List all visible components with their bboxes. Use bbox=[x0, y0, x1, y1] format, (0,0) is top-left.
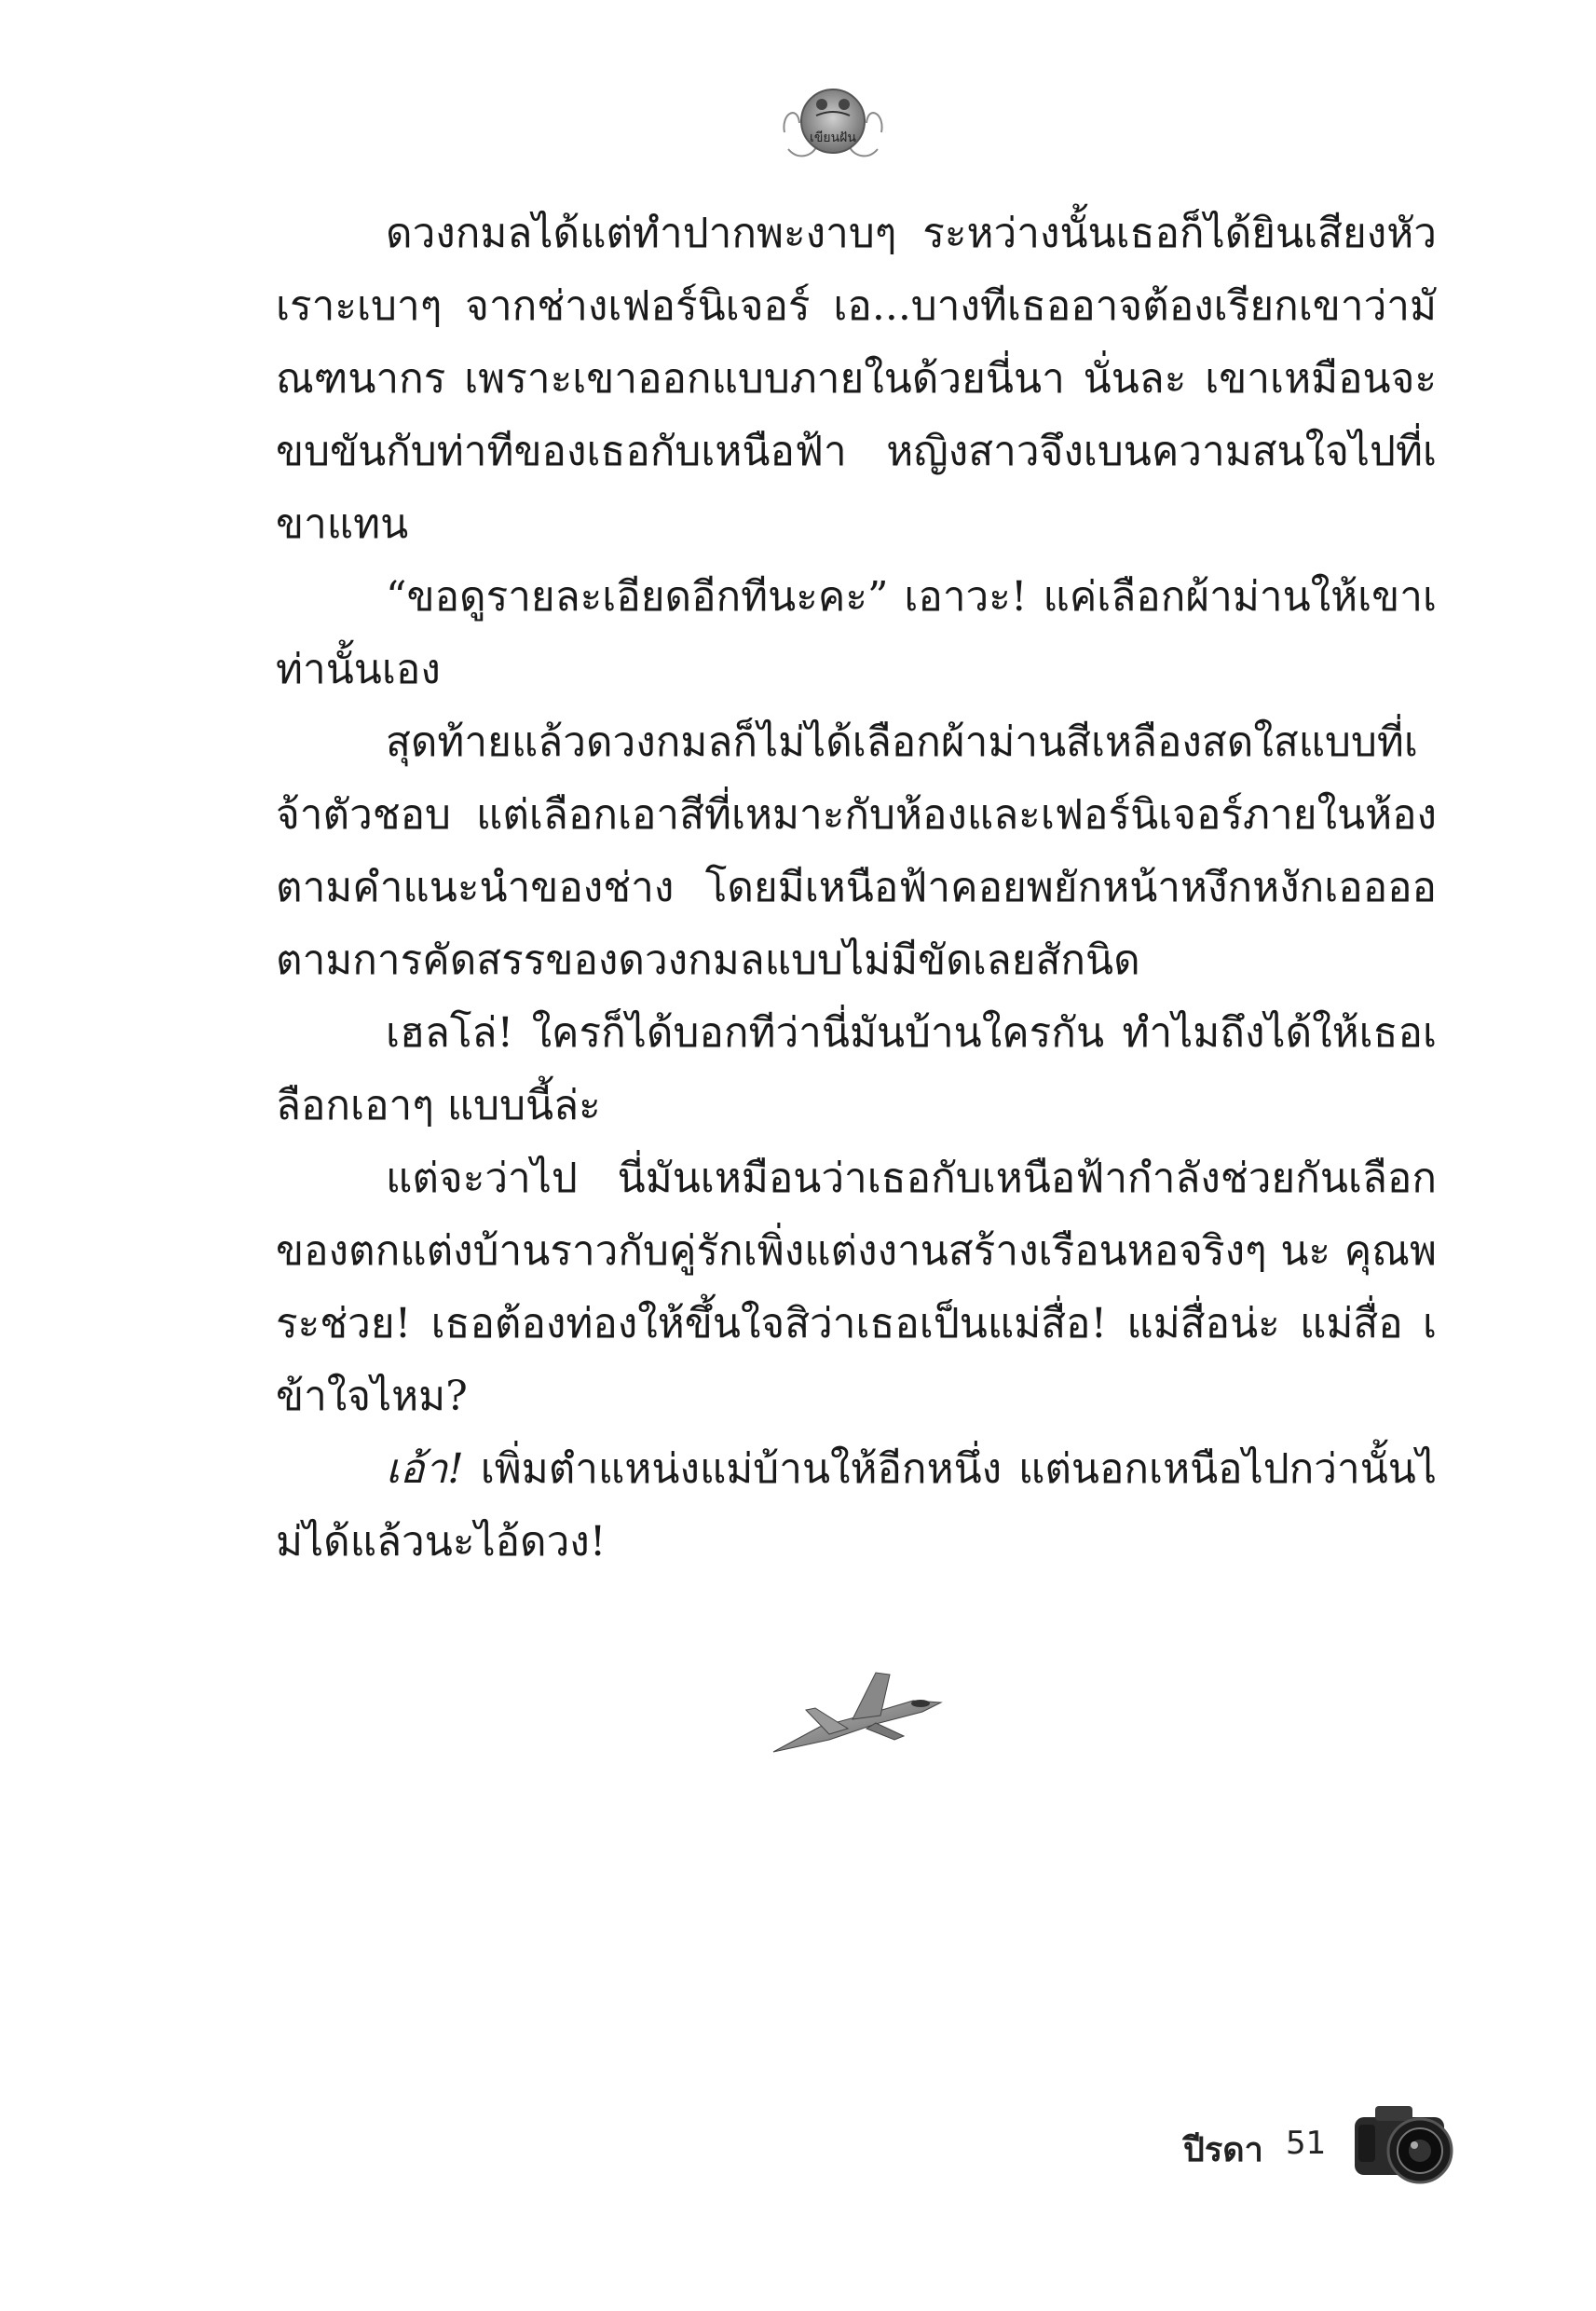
jet-fighter-icon bbox=[764, 1654, 950, 1757]
paragraph-text: เพิ่มตำแหน่งแม่บ้านให้อีกหนึ่ง แต่นอกเหนือไปกว่านั้นไม่ได้แล้วนะไอ้ดวง! bbox=[276, 1445, 1437, 1566]
page-number: 51 bbox=[1286, 2125, 1327, 2162]
author-name: ปีรดา bbox=[1183, 2131, 1263, 2169]
paragraph: “ขอดูรายละเอียดอีกทีนะคะ” เอาวะ! แค่เลือกผ้าม่านให้เขาเท่านั้นเอง bbox=[276, 573, 1437, 693]
paragraph-last bbox=[276, 1433, 1437, 1579]
camera-icon bbox=[1347, 2097, 1468, 2190]
paragraph: แต่จะว่าไป นี่มันเหมือนว่าเธอกับเหนือฟ้ากำลังช่วยกันเลือกของตกแต่งบ้านราวกับคู่รักเพิ่งแต่งงานสร้างเรือนหอจริงๆ นะ คุณพระช่วย! เธอต้องท่องให้ขึ้นใจสิว่าเธอเป็นแม่สื่อ! แม่สื่อน่ะ แม่สื่อ เข้าใจไหม? bbox=[276, 1155, 1437, 1420]
logo-text: เขียนฝัน bbox=[810, 130, 856, 145]
italic-exclamation: เอ้า! bbox=[386, 1445, 464, 1493]
paragraph: สุดท้ายแล้วดวงกมลก็ไม่ได้เลือกผ้าม่านสีเหลืองสดใสแบบที่เจ้าตัวชอบ แต่เลือกเอาสีที่เหมาะกับห้องและเฟอร์นิเจอร์ภายในห้องตามคำแนะนำของช่าง โดยมีเหนือฟ้าคอยพยักหน้าหงึกหงักเออออตามการคัดสรรของดวงกมลแบบไม่มีขัดเลยสักนิด bbox=[276, 718, 1437, 984]
paragraph: เฮลโล่! ใครก็ได้บอกทีว่านี่มันบ้านใครกัน ทำไมถึงได้ให้เธอเลือกเอาๆ แบบนี้ล่ะ bbox=[276, 1009, 1437, 1129]
header-ornament-logo bbox=[779, 67, 887, 175]
page-body bbox=[276, 198, 1437, 1579]
page-footer bbox=[1183, 2097, 1481, 2190]
paragraph: ดวงกมลได้แต่ทำปากพะงาบๆ ระหว่างนั้นเธอก็ได้ยินเสียงหัวเราะเบาๆ จากช่างเฟอร์นิเจอร์ เอ...บางทีเธออาจต้องเรียกเขาว่ามัณฑนากร เพราะเขาออกแบบภายในด้วยนี่นา นั่นละ เขาเหมือนจะขบขันกับท่าทีของเธอกับเหนือฟ้า หญิงสาวจึงเบนความสนใจไปที่เขาแทน bbox=[276, 210, 1437, 548]
